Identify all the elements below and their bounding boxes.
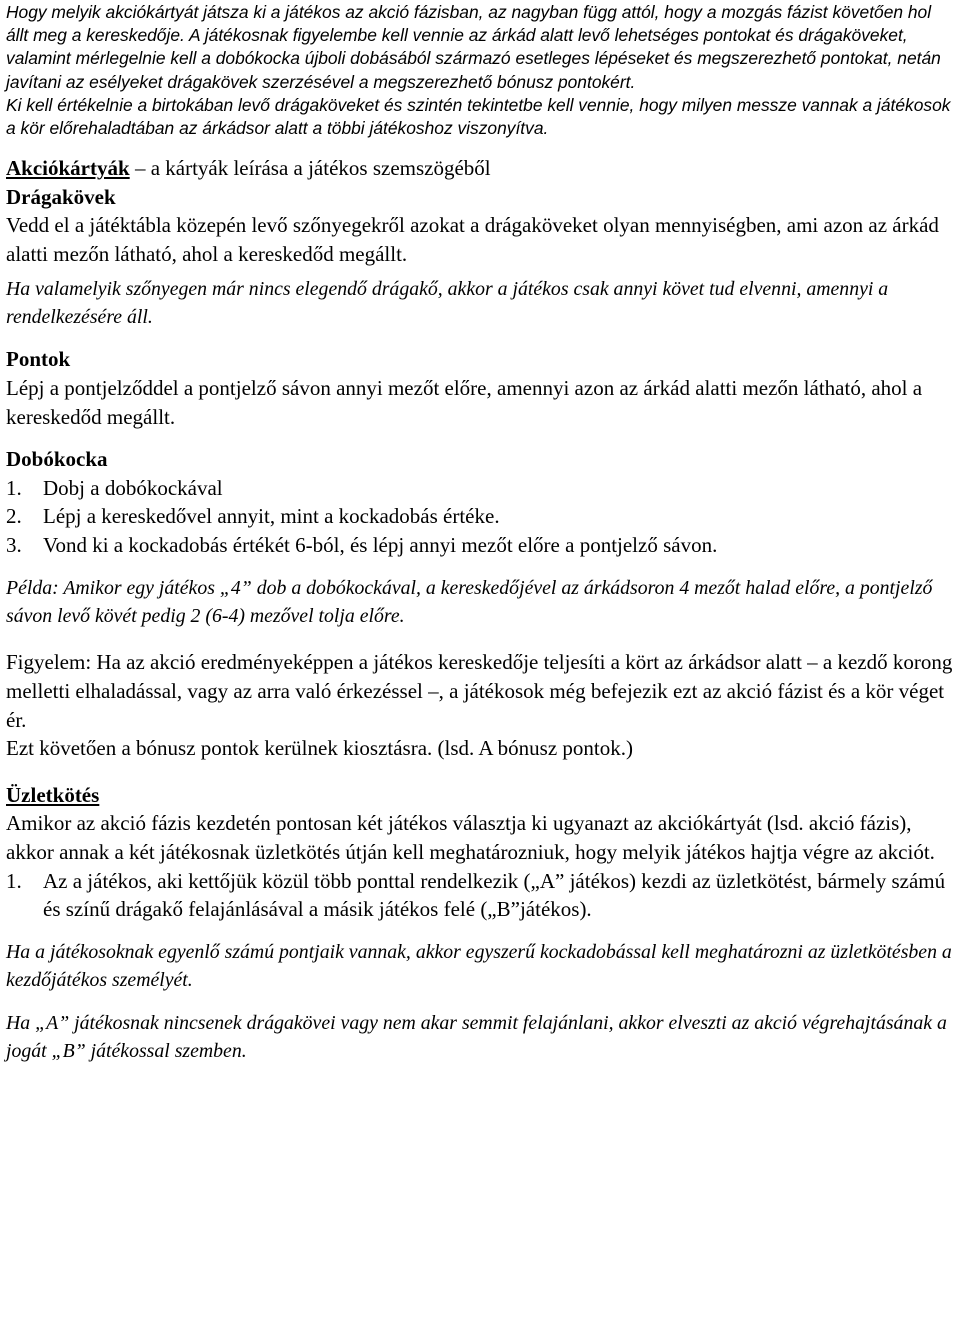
gems-note: Ha valamelyik szőnyegen már nincs elegendő drágakő, akkor a játékos csak annyi követ tud elvenni, amennyi a rendelkezésére áll.: [6, 277, 889, 328]
list-item-text: Lépj a kereskedővel annyit, mint a kockadobás értéke.: [43, 504, 500, 529]
list-item: [6, 867, 956, 924]
list-item: [6, 531, 956, 560]
deal-note-equal-points: Ha a játékosoknak egyenlő számú pontjaik vannak, akkor egyszerű kockadobással kell meghatározni az üzletkötésben a kezdőjátékos személyét.: [6, 940, 952, 992]
list-item-number: 2.: [6, 504, 22, 529]
cards-heading: Akciókártyák: [6, 156, 130, 181]
list-item-number: 1.: [6, 868, 22, 893]
document-page: [6, 0, 956, 1065]
points-text: Lépj a pontjelződdel a pontjelző sávon annyi mezőt előre, amennyi azon az árkád alatti mezőn látható, ahol a kereskedőd megállt.: [6, 376, 923, 429]
list-item-text: Az a játékos, aki kettőjük közül több ponttal rendelkezik („A” játékos) kezdi az üzletkötést, bármely számú és színű drágakő felajánlásával a másik játékos felé („B”játékos).: [43, 868, 946, 922]
list-item-text: Vond ki a kockadobás értékét 6-ból, és lépj annyi mezőt előre a pontjelző sávon.: [43, 532, 718, 557]
deal-note-no-offer: Ha „A” játékosnak nincsenek drágakövei vagy nem akar semmit felajánlani, akkor elveszti az akció végrehajtásának a jogát „B” játékossal szemben.: [6, 1011, 947, 1062]
list-item-text: Dobj a dobókockával: [43, 475, 223, 500]
list-item-number: 1.: [6, 475, 22, 500]
points-title: Pontok: [6, 347, 71, 372]
intro-section: [6, 0, 956, 140]
gems-text: Vedd el a játéktábla közepén levő szőnyegekről azokat a drágaköveket olyan mennyiségben, ami azon az árkád alatti mezőn látható, ahol a kereskedőd megállt.: [6, 213, 939, 266]
main-content: [6, 154, 956, 1065]
intro-paragraph-2: Ki kell értékelnie a birtokában levő drágaköveket és szintén tekintetbe kell vennie, hogy milyen messze vannak a játékosok a kör előrehaladtában az árkádsor alatt a többi játékoshoz viszonyítva.: [6, 94, 951, 139]
list-item: [6, 502, 956, 531]
attention-followup: Ezt követően a bónusz pontok kerülnek kiosztásra. (lsd. A bónusz pontok.): [6, 736, 633, 761]
dice-title: Dobókocka: [6, 447, 108, 472]
dice-example: Példa: Amikor egy játékos „4” dob a dobókockával, a kereskedőjével az árkádsoron 4 mezőt halad előre, a pontjelző sávon levő kövét pedig 2 (6-4) mezővel tolja előre.: [6, 576, 933, 627]
dice-steps-list: [6, 474, 956, 560]
cards-heading-rest: – a kártyák leírása a játékos szemszögéből: [129, 156, 491, 181]
attention-paragraph: Figyelem: Ha az akció eredményeképpen a játékos kereskedője teljesíti a kört az árkádsor alatt – a kezdő korong melletti elhaladással, vagy az arra való érkezéssel –, a játékosok még befejezik ezt az akció fázist és a kör véget ér.: [6, 650, 953, 732]
intro-paragraph-1: Hogy melyik akciókártyát játsza ki a játékos az akció fázisban, az nagyban függ attól, hogy a mozgás fázist követően hol állt meg a kereskedője. A játékosnak figyelembe kell vennie az árkád alatt levő lehetséges pontokat és drágaköveket, valamint mérlegelnie kell a dobókocka újboli dobásából származó esetleges lépéseket és megszerezhető pontokat, netán javítani az esélyeket drágakövek szerzésével a megszerezhető bónusz pontokért.: [6, 2, 941, 92]
deal-title: Üzletkötés: [6, 782, 100, 807]
list-item: [6, 474, 956, 503]
list-item-number: 3.: [6, 532, 22, 557]
deal-steps-list: [6, 867, 956, 924]
deal-text: Amikor az akció fázis kezdetén pontosan két játékos választja ki ugyanazt az akciókártyát (lsd. akció fázis), akkor annak a két játékosnak üzletkötés útján kell meghatározniuk, hogy melyik játékos hajtja végre az akciót.: [6, 811, 935, 864]
cards-heading-line: [6, 154, 956, 183]
gems-title: Drágakövek: [6, 184, 116, 209]
